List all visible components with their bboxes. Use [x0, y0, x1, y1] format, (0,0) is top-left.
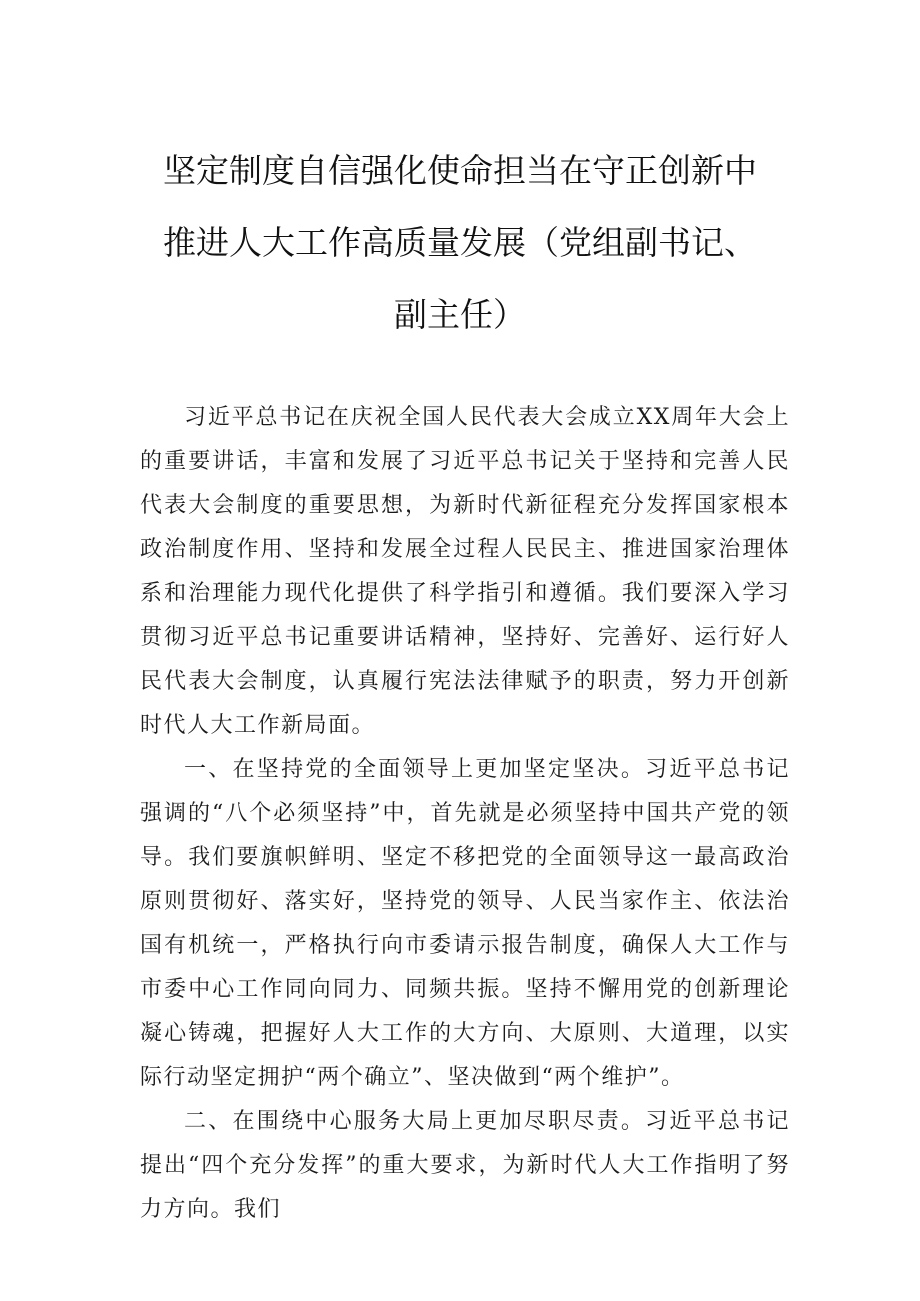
- document-title: [120, 135, 800, 351]
- title-line-1: 坚定制度自信强化使命担当在守正创新中: [163, 151, 757, 190]
- document-body: [140, 396, 790, 1232]
- title-line-2: 推进人大工作高质量发展（党组副书记、: [163, 223, 757, 262]
- paragraph-intro: 习近平总书记在庆祝全国人民代表大会成立XX周年大会上的重要讲话，丰富和发展了习近平总书记关于坚持和完善人民代表大会制度的重要思想，为新时代新征程充分发挥国家根本政治制度作用、坚持和发展全过程人民民主、推进国家治理体系和治理能力现代化提供了科学指引和遵循。我们要深入学习贯彻习近平总书记重要讲话精神，坚持好、完善好、运行好人民代表大会制度，认真履行宪法法律赋予的职责，努力开创新时代人大工作新局面。: [140, 405, 790, 738]
- paragraph-section-1: 一、在坚持党的全面领导上更加坚定坚决。习近平总书记强调的“八个必须坚持”中，首先就是必须坚持中国共产党的领导。我们要旗帜鲜明、坚定不移把党的全面领导这一最高政治原则贯彻好、落实好，坚持党的领导、人民当家作主、依法治国有机统一，严格执行向市委请示报告制度，确保人大工作与市委中心工作同向同力、同频共振。坚持不懈用党的创新理论凝心铸魂，把握好人大工作的大方向、大原则、大道理，以实际行动坚定拥护“两个确立”、坚决做到“两个维护”。: [140, 757, 790, 1090]
- paragraph-section-2: 二、在围绕中心服务大局上更加尽职尽责。习近平总书记提出“四个充分发挥”的重大要求，为新时代人大工作指明了努力方向。我们: [140, 1109, 790, 1222]
- title-line-3: 副主任）: [394, 295, 526, 334]
